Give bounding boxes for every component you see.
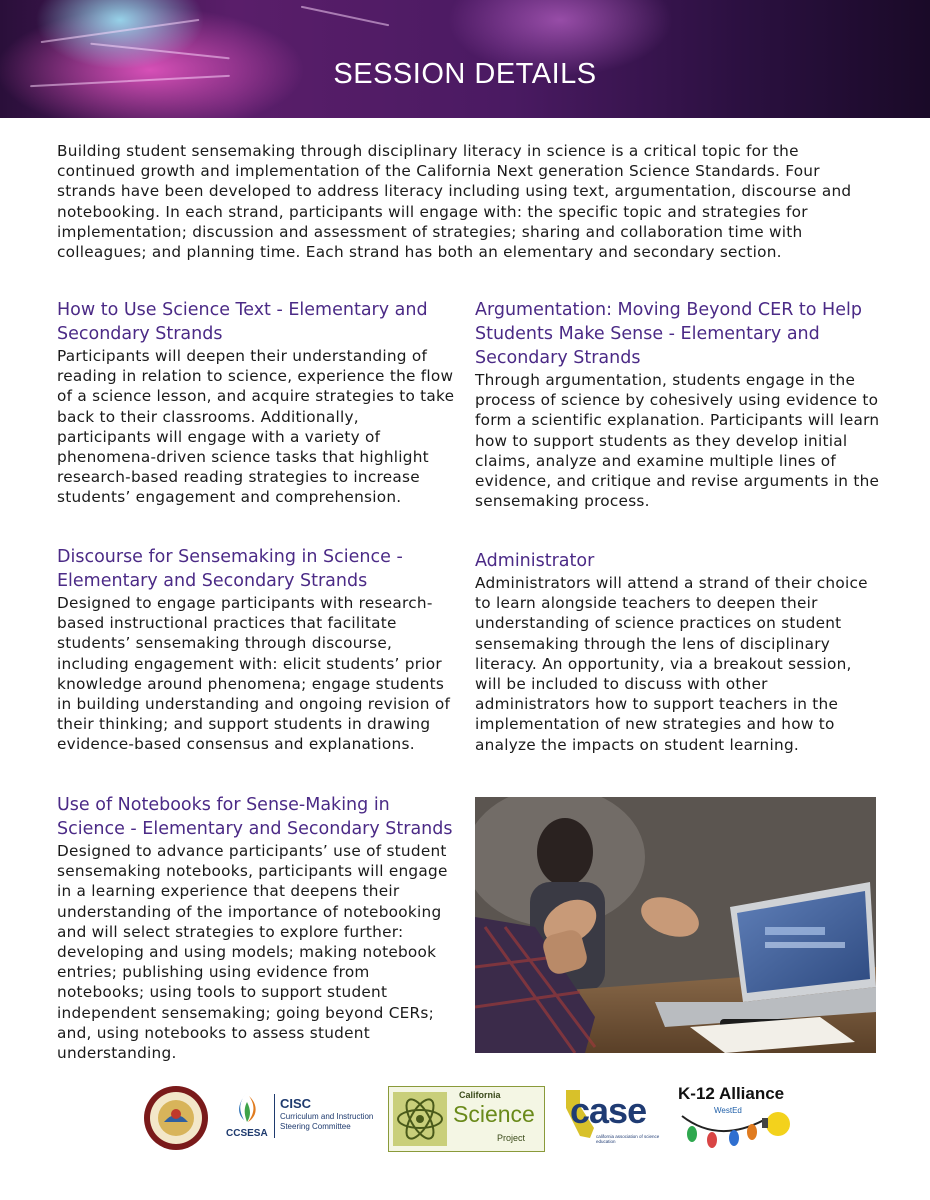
cisc-line2: Steering Committee bbox=[280, 1122, 351, 1131]
csp-line3: Project bbox=[497, 1133, 526, 1143]
section-heading: Argumentation: Moving Beyond CER to Help Students Make Sense - Elementary and Secondary Strands bbox=[475, 300, 862, 368]
meeting-photo-illustration bbox=[475, 797, 876, 1053]
section-body: Participants will deepen their understanding of reading in relation to science, experience the flow of a science lesson, and acquire strategies to take back to their classrooms. Additionally, participants will engage with a variety of phenomena-driven science tasks that highlight research-based reading strategies to increase students’ engagement and comprehension. bbox=[57, 347, 455, 507]
partner-logos bbox=[0, 1080, 930, 1160]
case-subtitle: california association of science education bbox=[596, 1134, 660, 1144]
ca-department-of-education-seal bbox=[142, 1084, 210, 1156]
section-administrator bbox=[475, 549, 880, 755]
section-heading: Use of Notebooks for Sense-Making in Science - Elementary and Secondary Strands bbox=[57, 795, 453, 839]
case-logo bbox=[562, 1088, 662, 1150]
westEd-label: WestEd bbox=[714, 1106, 742, 1115]
divider bbox=[274, 1094, 275, 1138]
section-body: Designed to engage participants with research-based instructional practices that facilitate students’ sensemaking through discourse, including engagement with: elicit students’ prior knowledge around phenomena; engage students in building understanding and ongoing revision of their thinking; and support students in drawing evidence-based consensus and explanations. bbox=[57, 594, 451, 754]
cisc-abbr: CISC bbox=[280, 1096, 312, 1111]
cisc-line1: Curriculum and Instruction bbox=[280, 1112, 374, 1121]
flame-icon bbox=[232, 1090, 262, 1126]
section-heading: Administrator bbox=[475, 551, 595, 571]
k12-title: K-12 Alliance bbox=[678, 1084, 785, 1103]
atom-icon bbox=[393, 1092, 447, 1146]
section-body: Administrators will attend a strand of their choice to learn alongside teachers to deepen their understanding of science practices on student sensemaking through the lens of disciplinary literacy. An opportunity, via a breakout session, will be included to discuss with other administrators how to support teachers in the implementation of new strategies and how to analyze the impacts on student learning. bbox=[475, 574, 868, 754]
page-title: SESSION DETAILS bbox=[333, 58, 597, 90]
k12-alliance-logo bbox=[678, 1084, 793, 1154]
csp-line2: Science bbox=[453, 1101, 535, 1127]
meeting-photo bbox=[475, 797, 876, 1053]
csp-line1: California bbox=[459, 1090, 501, 1100]
intro-paragraph: Building student sensemaking through disciplinary literacy in science is a critical topic for the continued growth and implementation of the California Next generation Science Standards. Four strands have been developed to address literacy including using text, argumentation, discourse and notebooking. In each strand, participants will engage with: the specific topic and strategies for implementation; discussion and assessment of strategies; sharing and collaboration time with colleagues; and planning time. Each strand has both an elementary and secondary section. bbox=[57, 142, 852, 262]
section-discourse bbox=[57, 545, 457, 755]
seal-icon bbox=[142, 1084, 210, 1152]
case-wordmark: case bbox=[570, 1090, 647, 1131]
section-science-text bbox=[57, 298, 457, 508]
section-heading: Discourse for Sensemaking in Science - Elementary and Secondary Strands bbox=[57, 547, 403, 591]
section-argumentation bbox=[475, 298, 880, 511]
california-science-project-logo bbox=[388, 1086, 545, 1152]
ccsesa-label: CCSESA bbox=[226, 1128, 268, 1139]
section-notebooks bbox=[57, 793, 462, 1063]
header-banner bbox=[0, 0, 930, 118]
section-body: Through argumentation, students engage in the process of science by cohesively using evidence to form a scientific explanation. Participants will learn how to support students as they develop initial claims, analyze and examine multiple lines of evidence, and critique and revise arguments in the sensemaking process. bbox=[475, 371, 880, 511]
light-bulbs-icon bbox=[678, 1110, 790, 1154]
section-heading: How to Use Science Text - Elementary and Secondary Strands bbox=[57, 300, 428, 344]
section-body: Designed to advance participants’ use of student sensemaking notebooks, participants will engage in a learning experience that deepens their understanding of the importance of notebooking and will select strategies to explore further: developing and using models; making notebook entries; publishing using evidence from notebooks; using tools to support student independent sensemaking; going beyond CERs; and, using notebooks to assess student understanding. bbox=[57, 842, 448, 1063]
cisc-ccsesa-logo bbox=[226, 1090, 376, 1150]
